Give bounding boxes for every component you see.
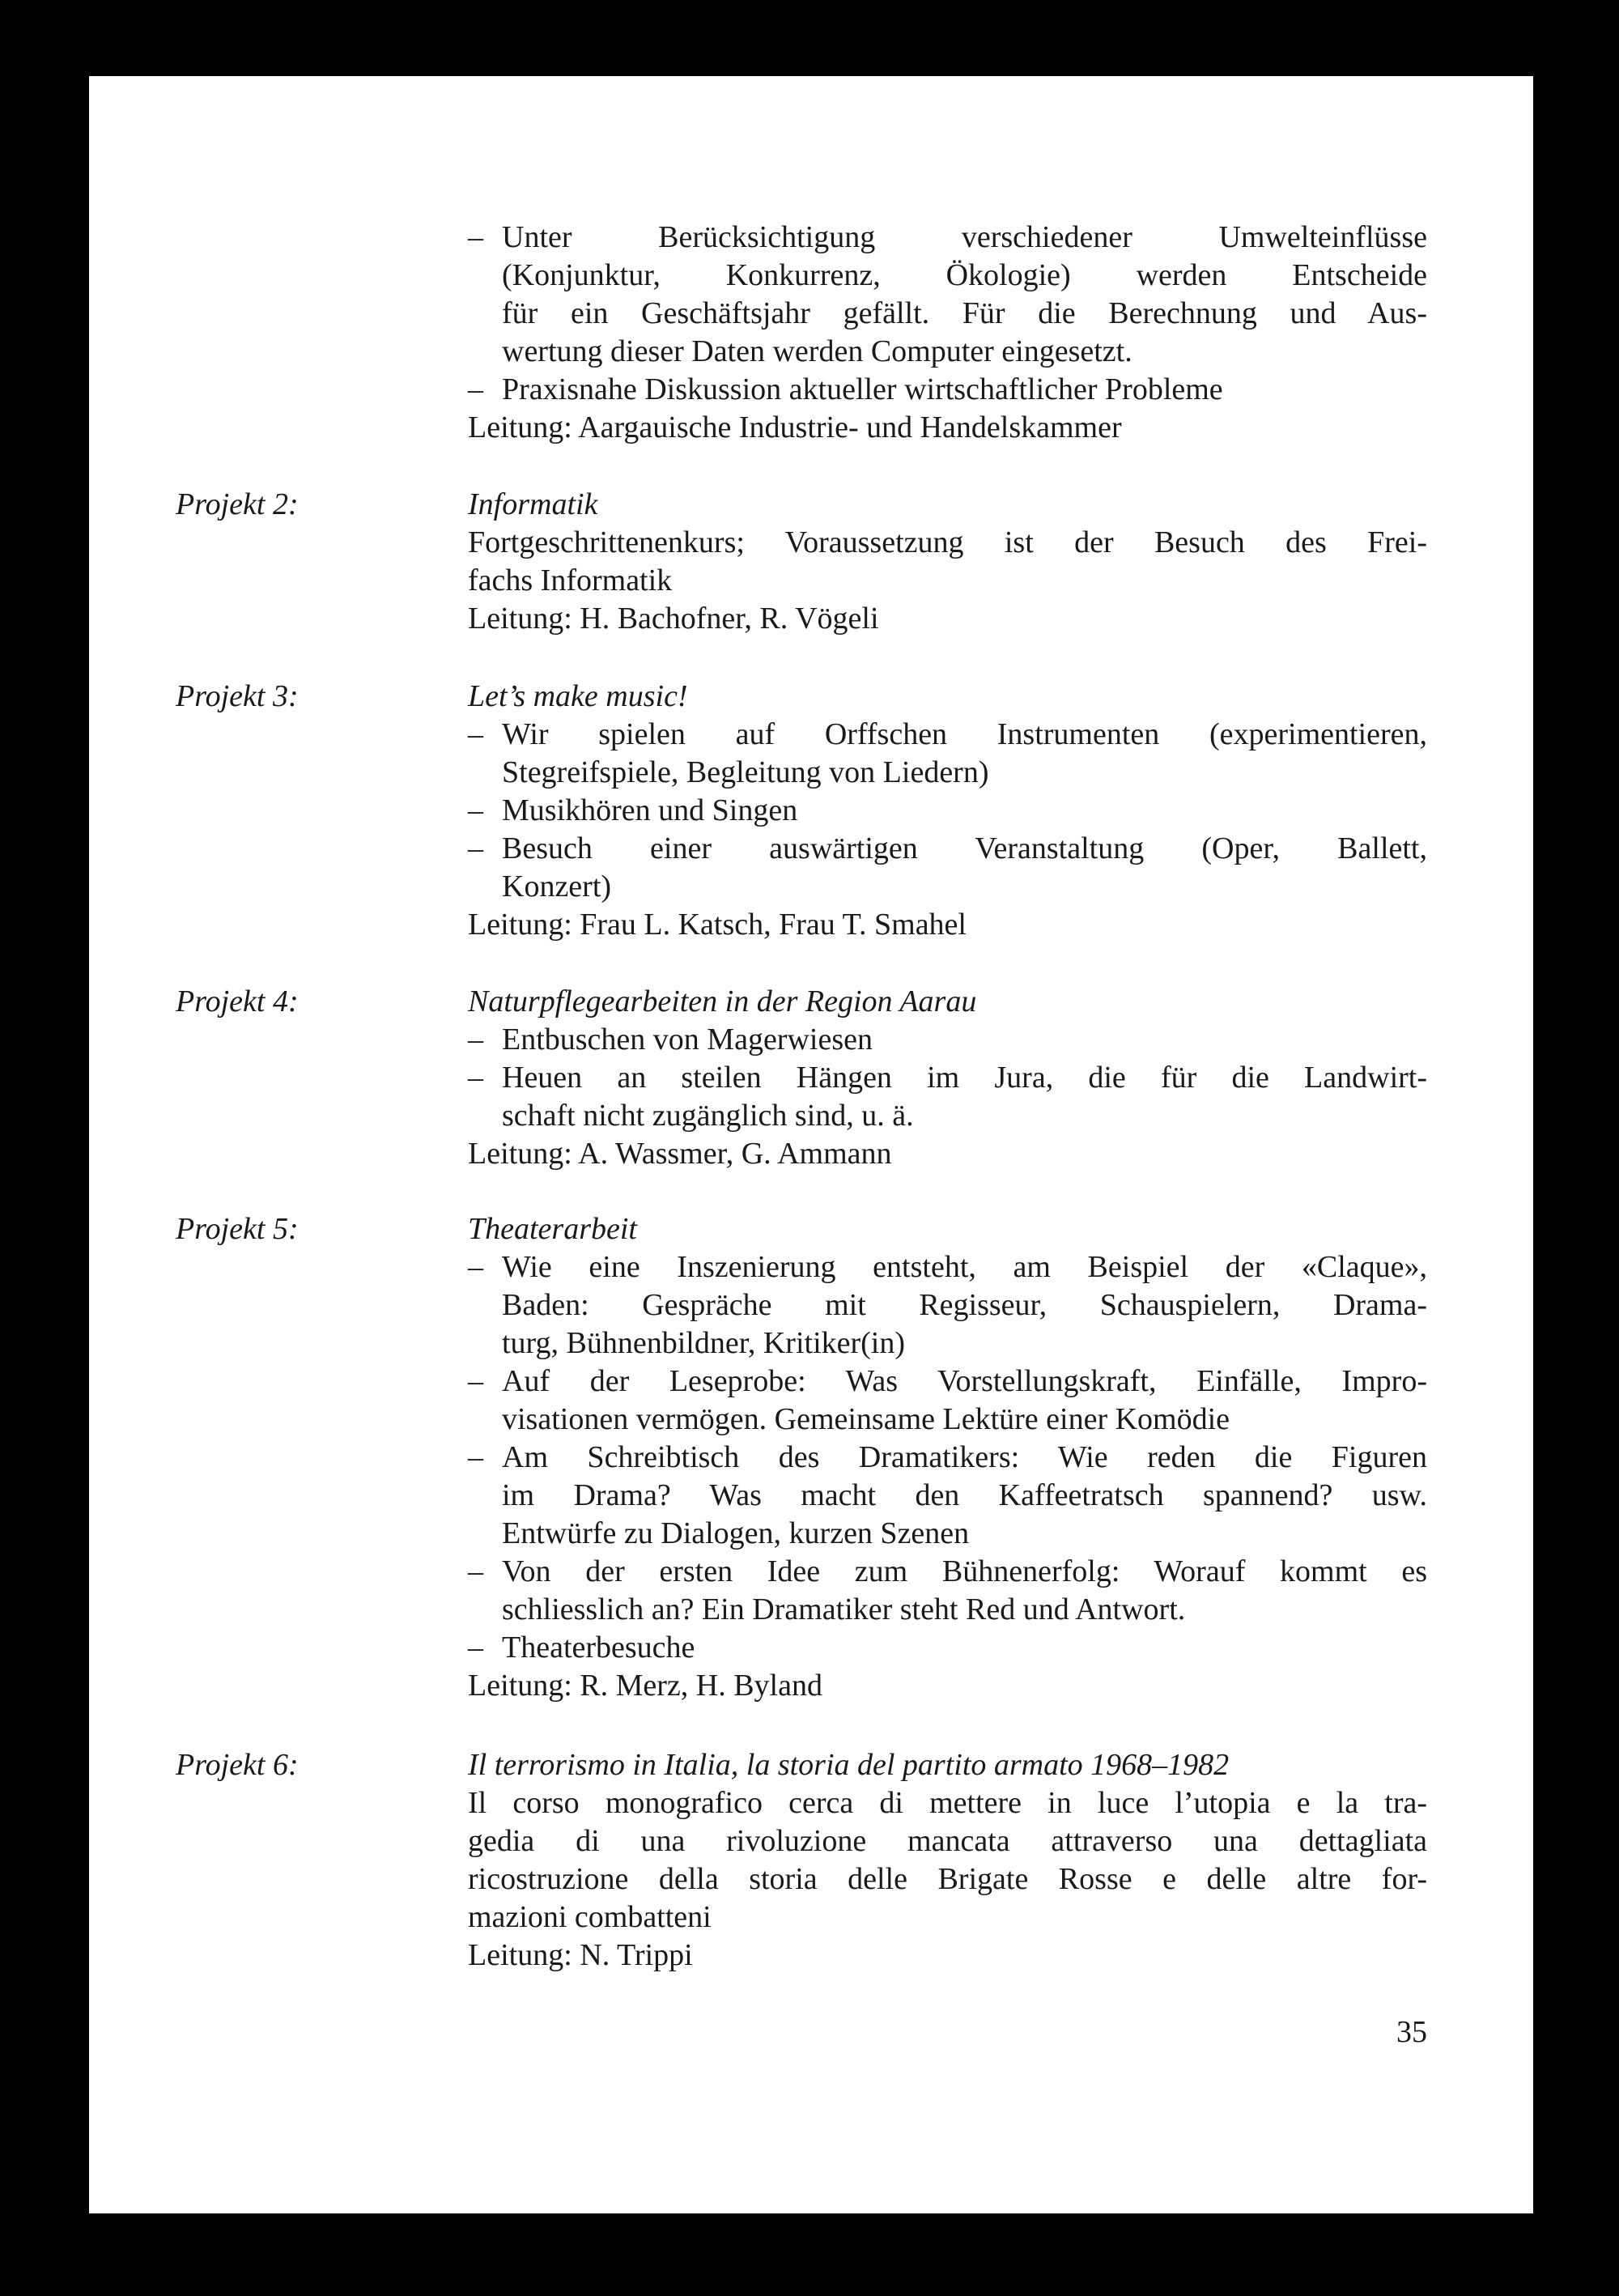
bullet-item	[468, 1059, 1427, 1135]
text-line: schaft nicht zugänglich sind, u. ä.	[502, 1099, 914, 1133]
text-line: Entbuschen von Magerwiesen	[502, 1023, 873, 1057]
bullet-dash: –	[468, 1023, 483, 1057]
leitung: Leitung: Aargauische Industrie- und Handelskammer	[468, 410, 1122, 444]
leitung: Leitung: N. Trippi	[468, 1938, 693, 1972]
bullet-dash: –	[468, 220, 483, 254]
text-line: Entwürfe zu Dialogen, kurzen Szenen	[502, 1516, 970, 1550]
project-content	[468, 486, 1427, 638]
text-line: wertung dieser Daten werden Computer eingesetzt.	[502, 334, 1132, 368]
text-line: fachs Informatik	[468, 563, 673, 597]
text-line: schliesslich an? Ein Dramatiker steht Red und Antwort.	[502, 1592, 1186, 1626]
project-title: Naturpflegearbeiten in der Region Aarau	[468, 984, 977, 1018]
project-label: Projekt 2:	[176, 487, 299, 521]
bullet-item	[468, 830, 1427, 906]
bullet-item	[468, 1439, 1427, 1553]
text-line: Fortgeschrittenenkurs; Voraussetzung ist der Besuch des Frei-	[468, 525, 1427, 559]
text-line: ricostruzione della storia delle Brigate Rosse e delle altre for-	[468, 1862, 1427, 1896]
text-line: Auf der Leseprobe: Was Vorstellungskraft, Einfälle, Impro-	[502, 1364, 1427, 1398]
text-line: im Drama? Was macht den Kaffeetratsch spannend? usw.	[502, 1478, 1427, 1512]
bullet-dash: –	[468, 1554, 483, 1588]
project-content	[468, 983, 1427, 1173]
text-line: Praxisnahe Diskussion aktueller wirtschaftlicher Probleme	[502, 372, 1223, 406]
text-line: Stegreifspiele, Begleitung von Liedern)	[502, 755, 989, 789]
text-line: Heuen an steilen Hängen im Jura, die für die Landwirt-	[502, 1061, 1427, 1095]
text-line: für ein Geschäftsjahr gefällt. Für die Berechnung und Aus-	[502, 296, 1427, 330]
text-line: Am Schreibtisch des Dramatikers: Wie reden die Figuren	[502, 1440, 1427, 1474]
project-label: Projekt 3:	[176, 679, 299, 713]
project-label: Projekt 5:	[176, 1212, 299, 1246]
bullet-dash: –	[468, 1061, 483, 1095]
text-line: Unter Berücksichtigung verschiedener Umwelteinflüsse	[502, 220, 1427, 254]
bullet-item	[468, 716, 1427, 792]
bullet-dash: –	[468, 793, 483, 827]
bullet-item	[468, 1363, 1427, 1439]
project-title: Theaterarbeit	[468, 1212, 637, 1246]
bullet-dash: –	[468, 1440, 483, 1474]
intro-bullet-2	[468, 371, 1427, 409]
intro-bullet-1	[468, 219, 1427, 371]
project-title: Let’s make music!	[468, 679, 688, 713]
leitung: Leitung: Frau L. Katsch, Frau T. Smahel	[468, 908, 967, 942]
bullet-dash: –	[468, 717, 483, 751]
project-label: Projekt 4:	[176, 984, 299, 1018]
leitung: Leitung: A. Wassmer, G. Ammann	[468, 1137, 892, 1171]
bullet-item	[468, 792, 1427, 830]
text-line: Konzert)	[502, 870, 612, 904]
text-line: Besuch einer auswärtigen Veranstaltung (Oper, Ballett,	[502, 831, 1427, 865]
leitung: Leitung: R. Merz, H. Byland	[468, 1669, 822, 1703]
text-line: Musikhören und Singen	[502, 793, 798, 827]
text-line: (Konjunktur, Konkurrenz, Ökologie) werden Entscheide	[502, 258, 1427, 292]
bullet-dash: –	[468, 831, 483, 865]
project-content	[468, 1746, 1427, 1975]
text-line: visationen vermögen. Gemeinsame Lektüre einer Komödie	[502, 1402, 1230, 1436]
project-title: Informatik	[468, 487, 598, 521]
bullet-item	[468, 1629, 1427, 1667]
text-line: Theaterbesuche	[502, 1631, 695, 1665]
text-line: mazioni combatteni	[468, 1900, 712, 1934]
project-label: Projekt 6:	[176, 1748, 299, 1782]
bullet-dash: –	[468, 372, 483, 406]
project-content	[468, 1210, 1427, 1705]
text-line: Von der ersten Idee zum Bühnenerfolg: Worauf kommt es	[502, 1554, 1427, 1588]
document-page	[89, 76, 1533, 2213]
bullet-dash: –	[468, 1364, 483, 1398]
project-title: Il terrorismo in Italia, la storia del partito armato 1968–1982	[468, 1748, 1230, 1782]
text-line: Il corso monografico cerca di mettere in luce l’utopia e la tra-	[468, 1786, 1427, 1820]
bullet-dash: –	[468, 1631, 483, 1665]
bullet-item	[468, 1021, 1427, 1059]
intro-content	[468, 219, 1427, 447]
text-line: Wir spielen auf Orffschen Instrumenten (experimentieren,	[502, 717, 1427, 751]
text-line: Baden: Gespräche mit Regisseur, Schauspielern, Drama-	[502, 1288, 1427, 1322]
text-line: gedia di una rivoluzione mancata attraverso una dettagliata	[468, 1824, 1427, 1858]
project-content	[468, 678, 1427, 944]
bullet-item	[468, 1553, 1427, 1629]
text-line: Wie eine Inszenierung entsteht, am Beispiel der «Claque»,	[502, 1250, 1427, 1284]
bullet-dash: –	[468, 1250, 483, 1284]
leitung: Leitung: H. Bachofner, R. Vögeli	[468, 602, 879, 636]
text-line: turg, Bühnenbildner, Kritiker(in)	[502, 1326, 906, 1360]
bullet-item	[468, 1248, 1427, 1363]
page-number: 35	[1396, 2015, 1427, 2049]
